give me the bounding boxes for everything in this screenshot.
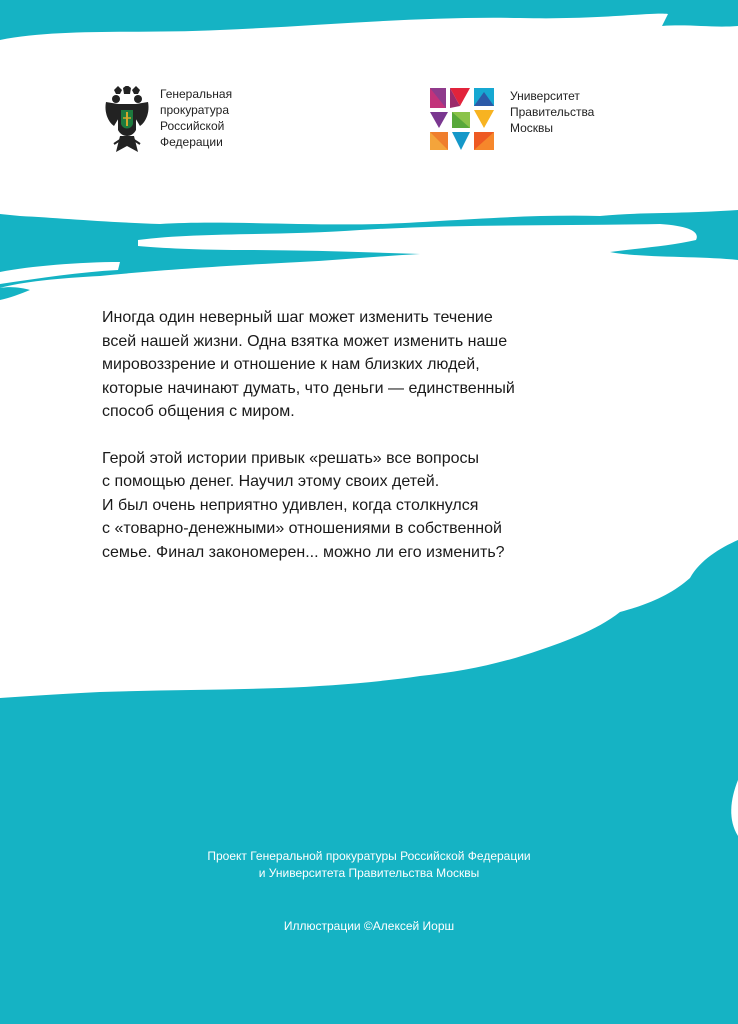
illustrations-credit: Иллюстрации ©Алексей Иорш [283, 919, 455, 933]
university-name: Университет Правительства Москвы [510, 89, 595, 135]
university-mosaic-logo-icon [430, 88, 494, 152]
book-description [102, 306, 572, 564]
double-headed-eagle-emblem-icon [104, 86, 150, 158]
description-paragraph-2: Герой этой истории привык «решать» все вопросы с помощью денег. Научил этому своих детей. И был очень неприятно удивлен, когда столкнулся с «товарно-денежными» отношениями в собственной семье. Финал закономерен... можно ли его изменить? [102, 449, 505, 561]
description-paragraph-1: Иногда один неверный шаг может изменить течение всей нашей жизни. Одна взятка может изменить наше мировоззрение и отношение к нам близких людей, которые начинают думать, что деньги — единственный способ общения с миром. [102, 309, 515, 420]
prosecutor-office-logo [104, 86, 260, 158]
university-logo [430, 88, 610, 152]
project-credit: Проект Генеральной прокуратуры Российской Федерации и Университета Правительства Москвы [207, 849, 531, 880]
prosecutor-office-name: Генеральная прокуратура Российской Федерации [160, 87, 233, 149]
